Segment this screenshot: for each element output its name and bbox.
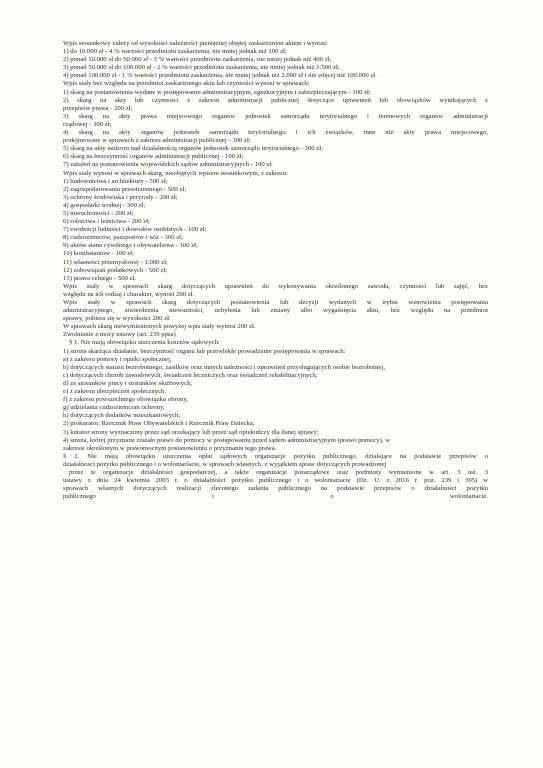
text-line: W sprawach skarg niewymienionych powyżej wpis stały wynosi 200 zł. (63, 323, 256, 331)
text-line: Wpis stały wynosi w sprawach skarg, nieobjętych wpisem stosunkowym, z zakresu: (63, 169, 288, 177)
text-line: h) dotyczących dodatków mieszkaniowych; (63, 412, 181, 420)
text-line: f) z zakresu powszechnego obowiązku obrony, (63, 396, 189, 404)
text-line: 7) ewidencji ludności i dowodów osobistych - 100 zł; (63, 226, 207, 234)
text-line: 2) ponad 10.000 zł do 50.000 zł - 3 % wartości przedmiotu zaskarżenia, nie mniej jednak niż 400 zł; (63, 56, 332, 64)
text-line: 3) skarg na akty prawa miejscowego organów jednostek samorządu terytorialnego i terenowych organów administracji (63, 112, 488, 120)
text-line: 10) kombatantów - 100 zł; (63, 250, 134, 258)
text-line: Wpis stały bez względu na przedmiot zaskarżonego aktu lub czynności wynosi w sprawach: (63, 80, 310, 88)
text-line: 5) skarg na akty nadzoru nad działalnością organów jednostek samorządu terytorialnego - 300 zł; (63, 145, 323, 153)
text-line: d) ze stosunków pracy i stosunków służbowych, (63, 379, 193, 387)
text-line: 1) budownictwa i architektury - 500 zł; (63, 177, 168, 185)
document-body (63, 40, 488, 501)
text-line: 2) prokurator, Rzecznik Praw Obywatelskich i Rzecznik Praw Dziecka; (63, 420, 255, 428)
text-line: 1) do 10.000 zł - 4 % wartości przedmiotu zaskarżenia, nie mniej jednak niż 100 zł; (63, 48, 287, 56)
text-line: a) z zakresu pomocy i opieki społecznej, (63, 355, 172, 363)
text-line: 9) aktów stanu cywilnego i obywatelstwa - 100 zł; (63, 242, 198, 250)
text-line: 4) strona, której przyznane zostało prawo do pomocy w postępowaniu przed sądem administracyjnym (prawo pomocy), w (63, 436, 391, 444)
text-line: 7) zażaleń na postanowienia wojewódzkich sądów administracyjnych - 100 zł. (63, 161, 273, 169)
text-line: c) dotyczących chorób zawodowych, świadczeń leczniczych oraz świadczeń rehabilitacyjnych, (63, 371, 318, 379)
text-line: e) z zakresu ubezpieczeń społecznych, (63, 388, 167, 396)
text-line: b) dotyczących statusu bezrobotnego, zasiłków oraz innych należności i uprawnień przysługujących osobie bezrobotnej, (63, 363, 386, 371)
text-line: § 2. Nie mają obowiązku uiszczenia opłat sądowych organizacje pożytku publicznego, działające na podstawie przepisów o (63, 452, 488, 460)
text-line: 2) zagospodarowania przestrzennego - 500 zł; (63, 185, 187, 193)
text-line: Wpis stały w sprawach skarg dotyczących postanowienia lub decyzji wydanych w trybie wznowienia postępowania (63, 299, 488, 306)
text-line: 1) strona skarżąca działanie, bezczynność organu lub przewlekłe prowadzenie postępowania w sprawach: (63, 347, 346, 355)
text-line: 3) ponad 50.000 zł do 100.000 zł - 2 % wartości przedmiotu zaskarżenia, nie mniej jednak niż 1.500 zł; (63, 64, 340, 72)
text-line: działalności pożytku publicznego i o wolontariacie, w sprawach własnych, z wyjątkiem spraw dotyczących prowadzonej (63, 460, 387, 468)
text-line: sprawy, pobiera się w wysokości 200 zł. (63, 315, 171, 323)
text-line: 4) gospodarki wodnej - 300 zł; (63, 201, 146, 209)
text-line: 6) skarg na bezczynność organów administracji publicznej - 100 zł; (63, 153, 244, 161)
text-line: 6) rolnictwa i leśnictwa - 200 zł; (63, 218, 150, 226)
text-line: 2) skarg na akty lub czynności z zakresu administracji publicznej dotyczące uprawnień lub obowiązków wynikających z (63, 96, 488, 104)
text-line: zakresie określonym w prawomocnym postanowieniu o przyznaniu tego prawa. (63, 444, 277, 452)
text-line: rządowej - 300 zł; (63, 120, 112, 128)
text-line: 8) cudzoziemców, paszportów i wiz - 300 zł; (63, 234, 183, 242)
text-line: 11) własności przemysłowej - 1.000 zł; (63, 258, 168, 266)
text-line: 3) kurator strony wyznaczony przez sąd orzekający lub przez sąd opiekuńczy dla danej sprawy; (63, 428, 319, 436)
text-line: 4) skarg na akty organów jednostek samorządu terytorialnego i ich związków, inne niż akty prawa miejscowego, (63, 129, 488, 137)
text-line: Wpis stały w sprawach skarg dotyczących uprawnień do wykonywania określonego zawodu, czynności lub zajęć, bez (63, 282, 488, 290)
text-line: g) udzielania cudzoziemcom ochrony, (63, 404, 165, 412)
text-line: § 1. Nie mają obowiązku uiszczenia kosztów sądowych: (69, 339, 220, 347)
text-line: 5) nieruchomości - 200 zł; (63, 209, 134, 217)
text-line: 13) prawa celnego - 500 zł. (63, 274, 137, 282)
text-line: 4) ponad 100.000 zł - 1 % wartości przedmiotu zaskarżenia, nie mniej jednak niż 2.000 zł i nie więcej niż 100.000 zł. (63, 72, 377, 80)
text-line: Zwolnienie z mocy ustawy (art. 239 ppsa) (63, 331, 176, 339)
text-line: Wpis stosunkowy zależy od wysokości należności pieniężnej objętej zaskarżonym aktem i wynosi: (63, 40, 329, 47)
text-line: względu na ich rodzaj i charakter, wynosi 200 zł. (63, 290, 195, 298)
text-line: przepisów prawa - 200 zł; (63, 104, 133, 112)
text-line: 12) zobowiązań podatkowych - 500 zł; (63, 266, 168, 274)
text-line: przez te organizacje działalności gospodarczej, a także organizacje pozarządowe oraz podmioty wymienione w art. 3 ust. 3 (69, 468, 488, 476)
text-line: 1) skarg na postanowienia wydane w postępowaniu administracyjnym, egzekucyjnym i zabezpieczającym - 100 zł; (63, 88, 371, 96)
text-line: publicznego i o wolontariacie. (63, 493, 488, 501)
text-line: 3) ochrony środowiska i przyrody - 200 zł; (63, 193, 178, 201)
text-line: administracyjnego, stwierdzenia nieważności, uchylenia lub zmiany albo wygaśnięcia aktu, bez względu na przedmiot (63, 307, 488, 315)
text-line: sprawach własnych dotyczących realizacji zleconego zadania publicznego na podstawie przepisów o działalności pożytku (63, 485, 488, 493)
text-line: ustawy z dnia 24 kwietnia 2003 r. o działalności pożytku publicznego i o wolontariacie (Dz. U. z 2016 r. poz. 239 i 395) w (63, 477, 488, 485)
text-line: podejmowane w sprawach z zakresu administracji publicznej - 300 zł; (63, 137, 251, 145)
